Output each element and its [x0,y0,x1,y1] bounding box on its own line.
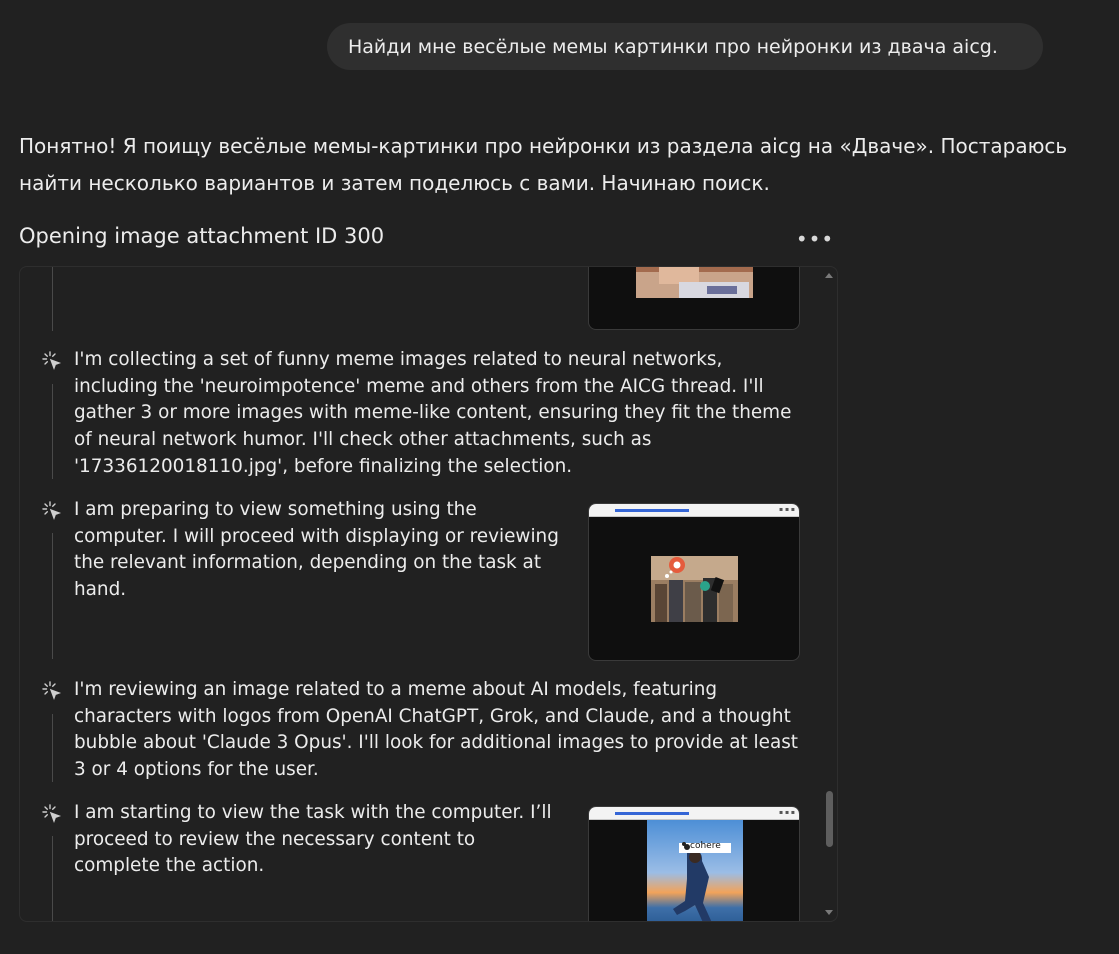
timeline-rail [52,533,53,659]
timeline-rail [52,384,53,479]
timeline-rail [52,714,53,782]
screenshot-thumbnail[interactable] [588,503,800,661]
step-text: I am preparing to view something using the computer. I will proceed with displaying or reviewing the relevant information, depending on the task at hand. [74,499,559,601]
scrollbar-thumb[interactable] [826,791,833,847]
user-message-bubble [327,23,1043,70]
user-message-text: Найди мне весёлые мемы картинки про нейронки из двача aicg. [348,35,998,58]
scroll-down-arrow-icon[interactable] [825,910,833,915]
step-text: I'm reviewing an image related to a meme about AI models, featuring characters with logos from OpenAI ChatGPT, Grok, and Claude, and a thought bubble about 'Claude 3 Opus'. I'll look for additional images to provide at least 3 or 4 options for the user. [74,679,799,781]
thumbnail-logo-text: cohere [690,841,721,851]
step-text: I am starting to view the task with the computer. I’ll proceed to review the necessary content to complete the action. [74,802,552,877]
assistant-message: Понятно! Я поищу весёлые мемы-картинки про нейронки из раздела aicg на «Дваче». Постараюсь найти несколько вариантов и затем поделюсь с вами. Начинаю поиск. [19,134,1068,195]
sparkle-cursor-icon [42,804,62,824]
scroll-up-arrow-icon[interactable] [825,273,833,278]
sparkle-cursor-icon [42,351,62,371]
timeline-rail [52,267,53,331]
activity-title[interactable]: Opening image attachment ID 300 [19,224,385,248]
screenshot-thumbnail[interactable] [588,266,800,330]
browser-chrome: ▪ ▪ ▪ [589,807,799,820]
browser-chrome: ▪ ▪ ▪ [589,504,799,517]
thumbnail-image [589,807,800,922]
activity-panel[interactable] [19,266,838,922]
sparkle-cursor-icon [42,501,62,521]
sparkle-cursor-icon [42,681,62,701]
thumbnail-image [589,504,800,661]
scrollbar[interactable] [821,267,837,921]
thumbnail-image [589,266,800,330]
step-text: I'm collecting a set of funny meme images related to neural networks, including the 'neuroimpotence' meme and others from the AICG thread. I'll gather 3 or more images with meme-like content, ensuring they fit the theme of neural network humor. I'll check other attachments, such as '17336120018110.jpg', before finalizing the selection. [74,349,792,477]
more-options-button[interactable]: ••• [795,227,835,251]
timeline-rail [52,836,53,922]
screenshot-thumbnail[interactable] [588,806,800,922]
